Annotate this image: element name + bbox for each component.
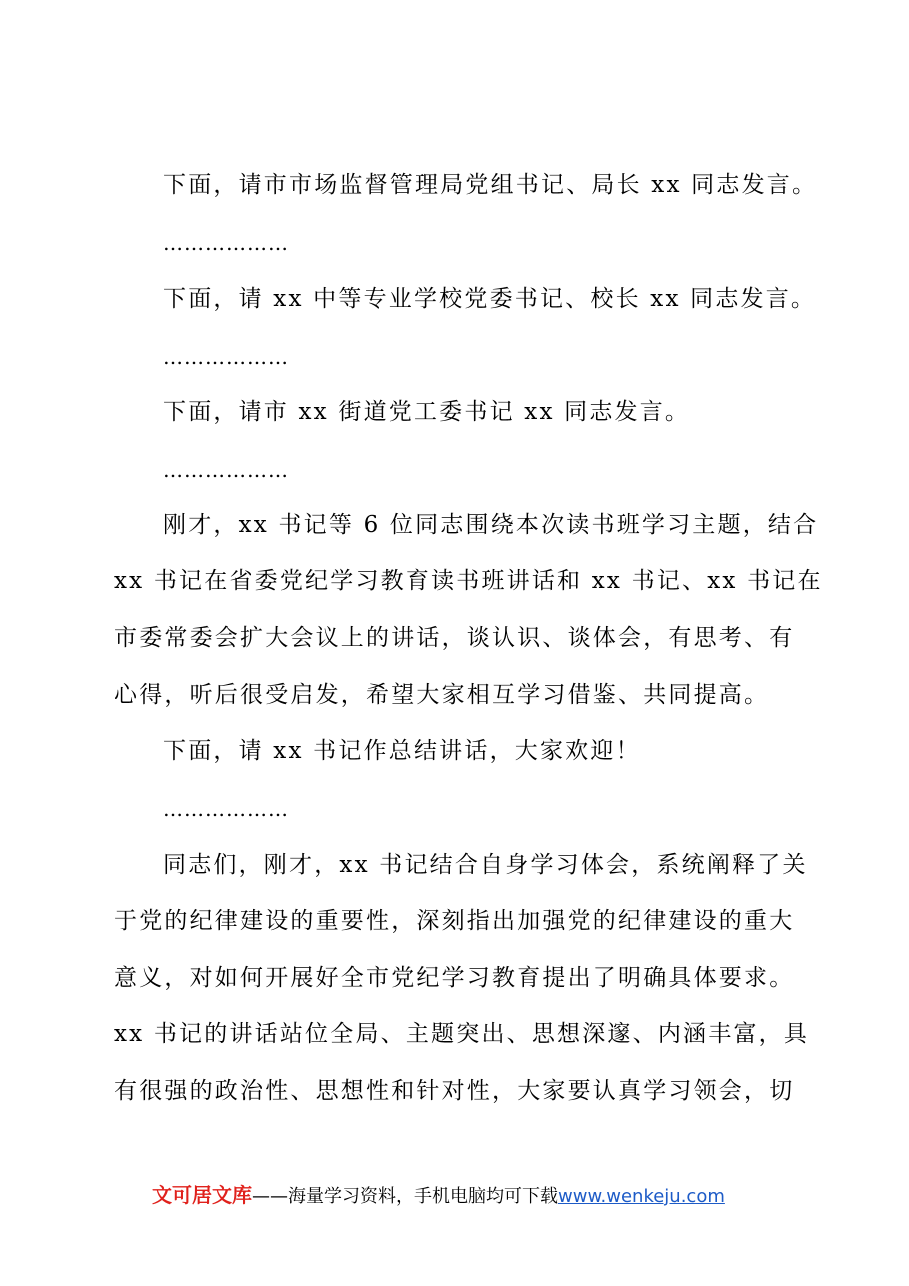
ellipsis-line: ……………… <box>163 231 289 255</box>
paragraph-line: 市委常委会扩大会议上的讲话，谈认识、谈体会，有思考、有 <box>114 625 795 651</box>
ellipsis-line: ……………… <box>163 458 289 482</box>
paragraph-line: 刚才，xx 书记等 6 位同志围绕本次读书班学习主题，结合 <box>163 512 819 538</box>
paragraph-line: xx 书记的讲话站位全局、主题突出、思想深邃、内涵丰富，具 <box>114 1021 810 1047</box>
footer-dash: —— <box>252 1186 288 1207</box>
paragraph-line: 下面，请市市场监督管理局党组书记、局长 xx 同志发言。 <box>163 172 818 198</box>
footer-banner <box>152 1180 725 1212</box>
ellipsis-line: ……………… <box>163 345 289 369</box>
paragraph-line: 意义，对如何开展好全市党纪学习教育提出了明确具体要求。 <box>114 965 795 991</box>
paragraph-line: 下面，请 xx 书记作总结讲话，大家欢迎！ <box>163 738 641 764</box>
paragraph-line: 下面，请 xx 中等专业学校党委书记、校长 xx 同志发言。 <box>163 286 817 312</box>
paragraph-line: 同志们，刚才，xx 书记结合自身学习体会，系统阐释了关 <box>163 852 808 878</box>
brand-name: 文可居文库 <box>152 1183 252 1207</box>
footer-slogan: 海量学习资料，手机电脑均可下载 <box>288 1186 558 1207</box>
paragraph-line: 于党的纪律建设的重要性，深刻指出加强党的纪律建设的重大 <box>114 908 795 934</box>
website-link[interactable]: www.wenkeju.com <box>558 1186 725 1207</box>
paragraph-line: 下面，请市 xx 街道党工委书记 xx 同志发言。 <box>163 399 691 425</box>
ellipsis-line: ……………… <box>163 797 289 821</box>
paragraph-line: 心得，听后很受启发，希望大家相互学习借鉴、共同提高。 <box>114 682 770 708</box>
paragraph-line: xx 书记在省委党纪学习教育读书班讲话和 xx 书记、xx 书记在 <box>114 568 823 594</box>
paragraph-line: 有很强的政治性、思想性和针对性，大家要认真学习领会，切 <box>114 1078 795 1104</box>
